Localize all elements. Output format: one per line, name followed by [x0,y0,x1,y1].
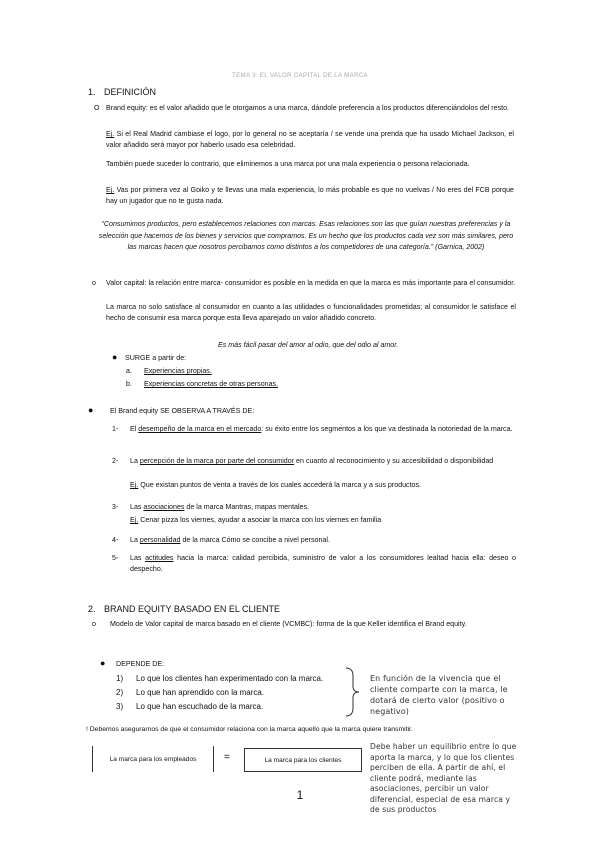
section-1-number: 1. [88,87,96,97]
valor-capital-paragraph: Valor capital: la relación entre marca- consumidor es posible en la medida en que la marca es más importante para el consumidor. [106,279,516,287]
item-term: personalidad [139,536,181,544]
definition-paragraph: Brand equity: es el valor añadido que le otorgamos a una marca, dándole preferencia a los productos diferenciándolos del resto. [106,104,510,112]
section-2-number: 2. [88,604,96,614]
item-number: 3- [112,503,119,511]
observa-label: El Brand equity SE OBSERVA A TRAVÉS DE: [110,407,255,415]
list-marker: a. [126,367,132,375]
observa-item [130,424,516,435]
depende-label: DEPENDE DE: [116,660,165,668]
bullet-marker: o [92,279,96,287]
example-label: Ej. [106,186,115,194]
item-number: 2- [112,457,119,465]
example-text: Cenar pizza los viernes, ayudar a asociar la marca con los viernes en familia [138,516,382,524]
item-number: 4- [112,536,119,544]
handwritten-note: En función de la vivencia que el cliente comparte con la marca, le dotará de cierto valor (positivo o negativo) [370,674,508,716]
observa-item [130,553,516,575]
bullet-marker: O [94,104,100,112]
item-post: de la marca Cómo se concibe a nivel personal. [180,536,330,544]
item-pre: Las [130,554,146,562]
depende-item: Lo que han escuchado de la marca. [136,702,264,711]
surge-item: Experiencias concretas de otras personas. [144,380,279,388]
example-2 [106,185,514,207]
item-number: 5- [112,554,119,562]
quote: “Consumimos productos, pero establecemos relaciones con marcas. Esas relaciones son las que guían nuestras preferencias y la selección que hacemos de los bienes y servicios que compramos. Es un hecho que los productos cada vez son más similares, pero las marcas hacen que nosotros percibamos como distintos a los competidores de una categoría.” (Garnica, 2002) [98,220,514,251]
item-pre: Las [130,503,144,511]
satisfaction-paragraph: La marca no solo satisface al consumidor en cuanto a las utilidades o funcionalidades prometidas; al consumidor le satisface el hecho de consumir esa marca porque esta lleva aparejado un valor añadido concreto. [106,303,516,323]
page-number: 1 [296,788,304,802]
item-post: : su éxito entre los segmentos a los que va destinada la notoriedad de la marca. [261,425,513,433]
item-post: de la marca Mantras, mapas mentales. [184,503,310,511]
list-number: 1) [116,674,124,683]
surge-item: Experiencias propias. [144,367,212,375]
observa-item [130,456,516,467]
example-label: Ej. [106,130,115,138]
bullet-dot: ● [112,352,118,362]
contrary-paragraph: También puede suceder lo contrario, que eliminemos a una marca por una mala experiencia o persona relacionada. [106,160,470,168]
item-pre: El [130,425,139,433]
item-number: 1- [112,425,119,433]
depende-item-number: 3) [116,702,124,711]
section-2-title: BRAND EQUITY BASADO EN EL CLIENTE [104,604,281,614]
item-term: percepción de la marca por parte del consumidor [139,457,295,465]
curly-brace-icon [343,664,363,720]
example-label: Ej. [130,481,139,489]
item-post: hacia la marca: calidad percibida, suministro de valor a los consumidores lealtad hacia ella: deseo o despecho. [130,554,516,574]
bullet-dot: ● [100,658,106,668]
list-marker: b. [126,380,132,388]
side-note: Es más fácil pasar del amor al odio, que del odio al amor. [218,341,399,349]
item-term: asociaciones [143,503,185,511]
bullet-marker: o [92,620,96,628]
item-pre: La [130,536,140,544]
example-label: Ej. [130,516,139,524]
bullet-dot: ● [88,405,94,415]
observa-item [130,502,309,513]
item-term: desempeño de la marca en el mercado [138,425,262,433]
clients-box: La marca para los clientes [244,748,362,772]
list-number: 2) [116,688,124,697]
example-text: Vas por primera vez al Goiko y te llevas una mala experiencia, lo más probable es que no vuelvas / No eres del FCB porque hay un jugador que no te gusta nada. [106,186,514,206]
surge-label: SURGE a partir de: [125,354,187,362]
employees-box: La marca para los empleados [92,746,214,772]
depende-item: Lo que los clientes han experimentado con la marca. [136,674,324,683]
example-1 [106,129,514,151]
item-post: en cuanto al reconocimiento y su accesibilidad o disponibilidad [294,457,494,465]
section-1-title: DEFINICIÓN [104,87,157,97]
example-text: Que existan puntos de venta a través de los cuales accederá la marca y a sus productos. [138,481,422,489]
depende-item: Lo que han aprendido con la marca. [136,688,265,697]
warning-note: ! Debemos asegurarnos de que el consumidor relaciona con la marca aquello que la marca quiere transmitir. [86,726,413,733]
example-text: Si el Real Madrid cambiase el logo, por lo general no se aceptaría / se vende una prenda que ha usado Michael Jackson, el valor añadido será mayor por haberlo usado esa celebridad. [106,130,514,150]
item-example [130,515,381,526]
item-example [130,480,421,491]
model-paragraph: Modelo de Valor capital de marca basado en el cliente (VCMBC): forma de la que Keller identifica el Brand equity. [110,620,467,628]
equals-sign: = [224,752,230,763]
page-header: TEMA 3: EL VALOR CAPITAL DE LA MARCA [232,72,368,79]
handwritten-note-2: Debe haber un equilibrio entre lo que aporta la marca, y lo que los clientes perciben de ella. A partir de ahí, el cliente podrá, mediante las asociaciones, percibir un valor diferencial, especial de esa marca y de sus productos [370,742,517,814]
observa-item [130,535,330,546]
item-pre: La [130,457,140,465]
item-term: actitudes [145,554,174,562]
